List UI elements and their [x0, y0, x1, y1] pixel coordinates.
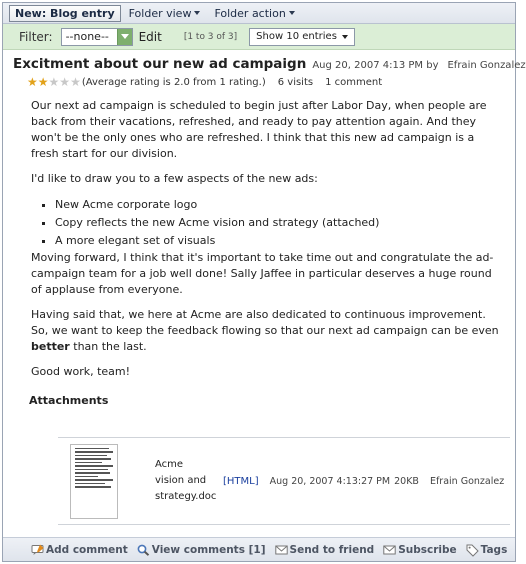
send-to-friend-label: Send to friend [289, 543, 375, 556]
tag-icon [466, 544, 479, 556]
bullet-item: ▪ A more elegant set of visuals [55, 232, 501, 250]
magnifier-icon [137, 544, 150, 556]
document-thumbnail[interactable] [70, 444, 118, 519]
body-paragraph: Our next ad campaign is scheduled to begin just after Labor Day, when people are back from their vacations, refreshed, and ready to pay attention again. And they won't be the only ones who are refreshed. I think that this new ad campaign is a fresh start for our division. [31, 99, 487, 160]
attachment-name[interactable] [155, 457, 217, 505]
bold-text: better [31, 340, 70, 353]
attachment-name-line: strategy.doc [155, 491, 217, 502]
filter-select[interactable] [61, 28, 133, 46]
send-to-friend-button[interactable] [275, 544, 375, 556]
entry-footer [3, 537, 515, 561]
folder-view-label: Folder view [128, 6, 192, 20]
folder-action-label: Folder action [214, 6, 286, 20]
body-text: than the last. [73, 340, 147, 353]
rating-row [27, 77, 505, 88]
attachment-name-line: Acme [155, 459, 184, 470]
entry-author[interactable]: Efrain Gonzalez [447, 60, 526, 71]
body-text: Having said that, we here at Acme are also dedicated to continuous improvement. So, we want to keep the feedback flowing so that our next ad campaign can be even [31, 308, 499, 337]
body-paragraph: Good work, team! [31, 365, 131, 378]
new-blog-entry-button[interactable]: New: Blog entry [9, 5, 121, 22]
view-comments-label: View comments [1] [151, 543, 266, 556]
top-toolbar [3, 3, 515, 24]
view-comments-button[interactable] [137, 544, 266, 556]
comment-count: 1 comment [325, 77, 383, 88]
subscribe-button[interactable] [383, 544, 456, 556]
show-entries-label: Show 10 entries [256, 30, 337, 42]
filter-bar [3, 24, 515, 50]
body-paragraph: Moving forward, I think that it's important to take time out and congratulate the ad-campaign team for a job well done! Sally Jaffee in particular deserves a huge round of applause from everyone. [31, 251, 494, 296]
filter-edit-link[interactable]: Edit [138, 29, 162, 44]
bullet-item: ▪ Copy reflects the new Acme vision and strategy (attached) [55, 214, 501, 232]
attachment-date: Aug 20, 2007 4:13:27 PM [269, 475, 391, 487]
rating-star[interactable]: ★ [59, 75, 71, 89]
attachment-html-link[interactable]: [HTML] [223, 475, 259, 487]
bullet-list [39, 196, 501, 250]
chevron-down-icon [289, 11, 295, 15]
body-paragraph: I'd like to draw you to a few aspects of the new ads: [31, 172, 318, 185]
rating-text: (Average rating is 2.0 from 1 rating.) [81, 77, 266, 88]
add-comment-icon [31, 544, 44, 556]
tags-label: Tags [480, 543, 508, 556]
visit-count: 6 visits [277, 77, 314, 88]
subscribe-label: Subscribe [398, 543, 457, 556]
attachment-name-line: vision and [155, 475, 207, 486]
bullet-item: ▪ New Acme corporate logo [55, 196, 501, 214]
attachment-row [58, 437, 510, 525]
rating-star[interactable]: ★ [27, 75, 38, 89]
rating-star[interactable]: ★ [70, 75, 81, 89]
add-comment-label: Add comment [46, 543, 128, 556]
envelope-icon [275, 544, 288, 556]
rating-star[interactable]: ★ [48, 75, 60, 89]
add-comment-button[interactable] [31, 544, 128, 556]
entry-title[interactable]: Excitment about our new ad campaign [13, 56, 307, 72]
rating-stars[interactable] [27, 77, 81, 88]
entry-content [3, 50, 526, 407]
folder-view-menu[interactable] [129, 7, 201, 20]
attachment-size: 20KB [394, 475, 419, 487]
chevron-down-icon [194, 11, 200, 15]
blog-entry-panel [2, 2, 526, 562]
chevron-down-icon [342, 35, 348, 39]
folder-action-menu[interactable] [214, 7, 294, 20]
filter-label: Filter: [19, 29, 53, 44]
filter-select-value: --none-- [65, 30, 109, 43]
attachments-heading: Attachments [29, 394, 109, 407]
entry-range: [1 to 3 of 3] [183, 31, 238, 42]
tags-button[interactable] [466, 544, 508, 556]
body-paragraph [31, 307, 501, 355]
entry-header [13, 56, 526, 72]
dropdown-arrow-icon [117, 29, 132, 45]
entry-body [31, 98, 501, 380]
envelope-icon [383, 544, 396, 556]
attachment-owner: Efrain Gonzalez [429, 475, 505, 487]
show-entries-dropdown[interactable] [249, 28, 355, 46]
rating-star[interactable]: ★ [37, 75, 49, 89]
entry-date: Aug 20, 2007 4:13 PM by [312, 60, 439, 71]
